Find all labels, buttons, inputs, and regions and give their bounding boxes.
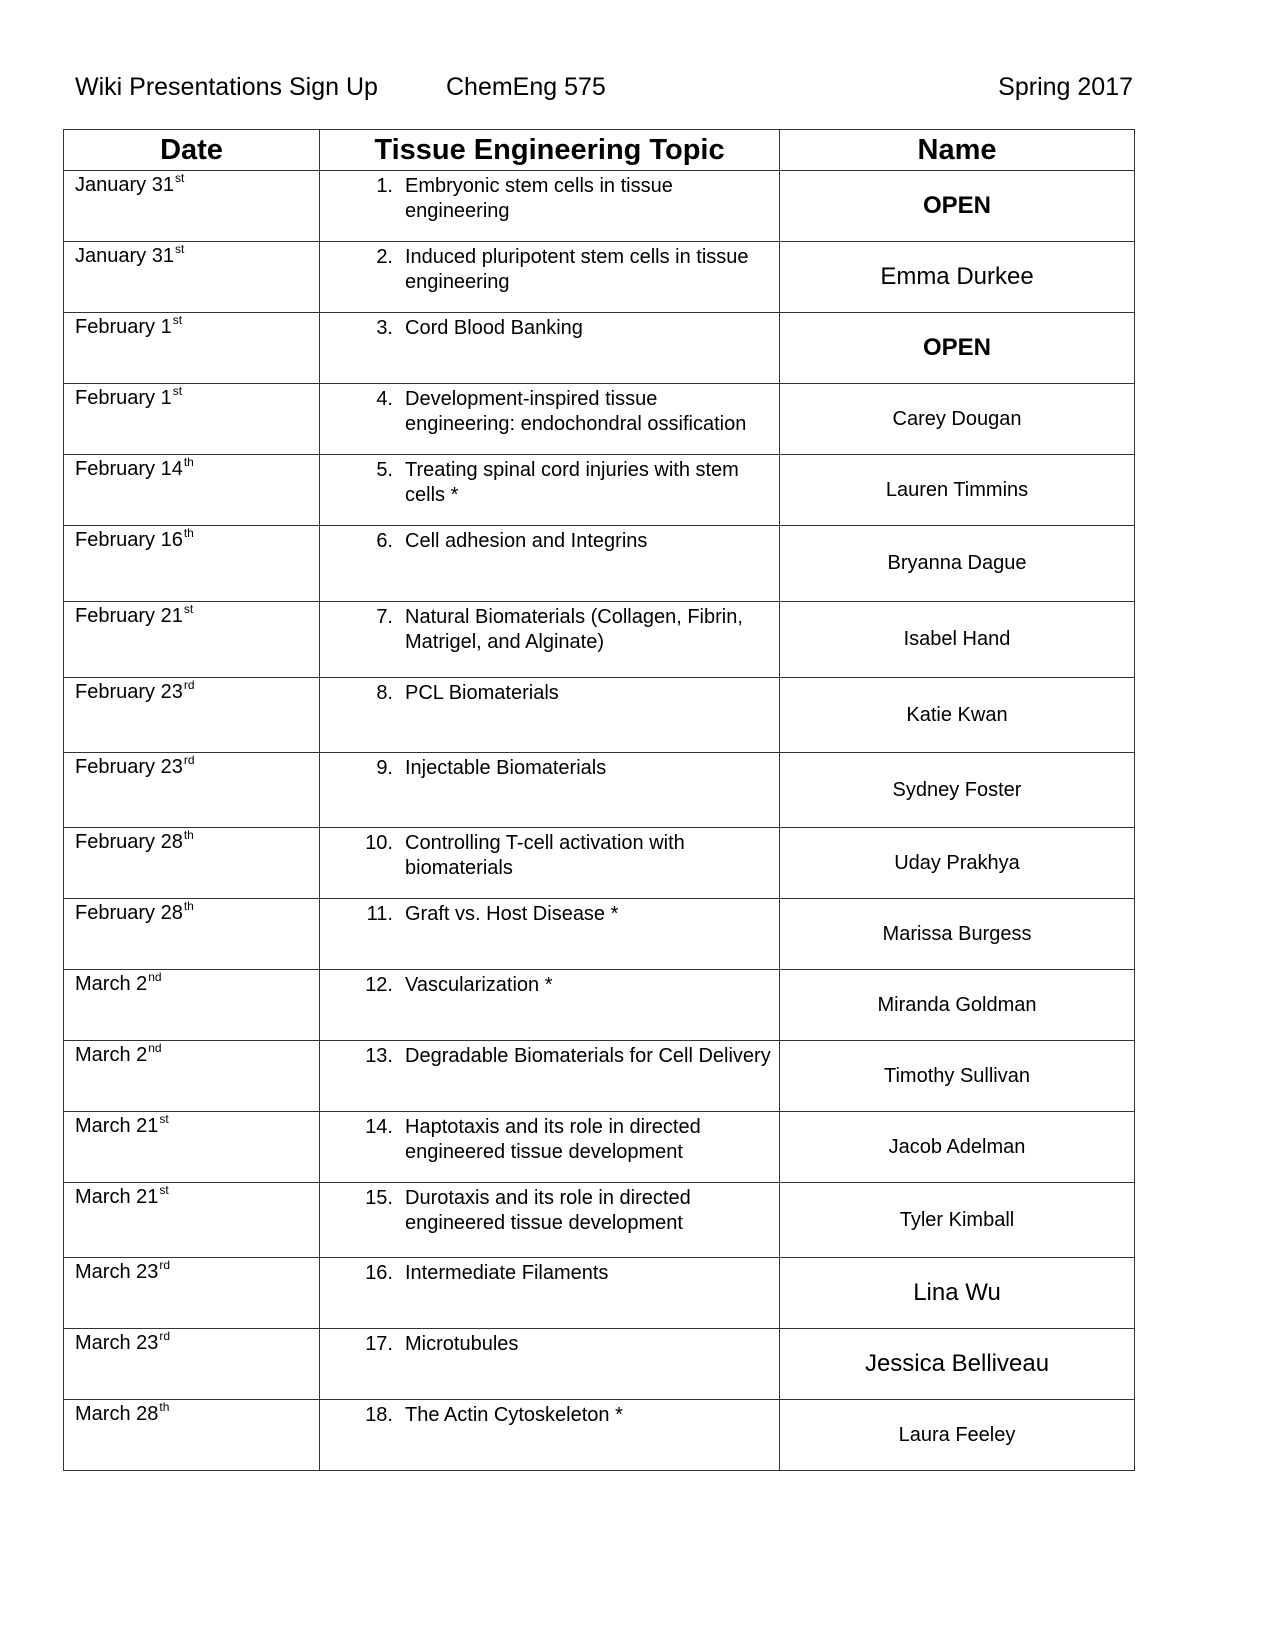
table-row xyxy=(64,384,1135,455)
presenter-name-cell: Marissa Burgess xyxy=(780,899,1135,970)
date-cell xyxy=(64,602,320,678)
topic-cell xyxy=(320,899,780,970)
date-text: March 23 xyxy=(75,1332,159,1354)
topic-text: Graft vs. Host Disease * xyxy=(405,903,619,925)
topic-text: Development-inspired tissue engineering: endochondral ossification xyxy=(405,388,747,435)
date-cell xyxy=(64,899,320,970)
topic-number: 5. xyxy=(376,459,393,481)
date-text: March 28 xyxy=(75,1403,159,1425)
topic-text: Degradable Biomaterials for Cell Delivery xyxy=(405,1045,771,1067)
date-ordinal-suffix: rd xyxy=(159,1258,171,1272)
topic-cell xyxy=(320,384,780,455)
date-text: February 23 xyxy=(75,756,183,778)
presenter-name-cell: Uday Prakhya xyxy=(780,828,1135,899)
topic-text: Microtubules xyxy=(405,1333,519,1355)
topic-number: 12. xyxy=(365,974,393,996)
date-ordinal-suffix: st xyxy=(159,1112,169,1126)
presenter-name-cell: Tyler Kimball xyxy=(780,1183,1135,1258)
date-cell xyxy=(64,1183,320,1258)
date-text: March 21 xyxy=(75,1115,159,1137)
date-ordinal-suffix: st xyxy=(174,242,185,256)
topic-text: Haptotaxis and its role in directed engineered tissue development xyxy=(405,1116,701,1163)
date-text: February 1 xyxy=(75,387,172,409)
date-text: February 21 xyxy=(75,605,183,627)
date-ordinal-suffix: st xyxy=(159,1183,169,1197)
topic-number: 2. xyxy=(376,246,393,268)
topic-number: 4. xyxy=(376,388,393,410)
presenter-name-cell: Sydney Foster xyxy=(780,753,1135,828)
date-cell xyxy=(64,1258,320,1329)
topic-text: Induced pluripotent stem cells in tissue engineering xyxy=(405,246,749,293)
date-text: February 14 xyxy=(75,458,183,480)
topic-text: Cell adhesion and Integrins xyxy=(405,530,648,552)
table-row xyxy=(64,970,1135,1041)
date-ordinal-suffix: st xyxy=(172,313,183,327)
topic-text: PCL Biomaterials xyxy=(405,682,559,704)
presenter-name-cell: Carey Dougan xyxy=(780,384,1135,455)
presenter-name-cell: Jessica Belliveau xyxy=(780,1329,1135,1400)
topic-number: 8. xyxy=(376,682,393,704)
date-text: February 28 xyxy=(75,831,183,853)
topic-text: Intermediate Filaments xyxy=(405,1262,609,1284)
topic-cell xyxy=(320,313,780,384)
topic-cell xyxy=(320,1041,780,1112)
date-ordinal-suffix: th xyxy=(183,455,194,469)
presenter-name-cell: Timothy Sullivan xyxy=(780,1041,1135,1112)
table-row xyxy=(64,171,1135,242)
presenter-name-cell: Katie Kwan xyxy=(780,678,1135,753)
date-cell xyxy=(64,970,320,1041)
date-ordinal-suffix: th xyxy=(183,526,194,540)
document-title: Wiki Presentations Sign Up xyxy=(75,73,378,101)
presenter-name-cell: Isabel Hand xyxy=(780,602,1135,678)
topic-number: 14. xyxy=(365,1116,393,1138)
date-text: February 28 xyxy=(75,902,183,924)
presenter-name-cell: Laura Feeley xyxy=(780,1400,1135,1471)
open-slot-cell: OPEN xyxy=(780,171,1135,242)
topic-cell xyxy=(320,1258,780,1329)
topic-text: Durotaxis and its role in directed engineered tissue development xyxy=(405,1187,691,1234)
topic-cell xyxy=(320,171,780,242)
topic-number: 10. xyxy=(365,832,393,854)
table-row xyxy=(64,1258,1135,1329)
topic-number: 15. xyxy=(365,1187,393,1209)
topic-number: 7. xyxy=(376,606,393,628)
topic-number: 18. xyxy=(365,1404,393,1426)
topic-cell xyxy=(320,1112,780,1183)
column-header-name: Name xyxy=(780,130,1135,171)
date-cell xyxy=(64,678,320,753)
topic-number: 13. xyxy=(365,1045,393,1067)
topic-cell xyxy=(320,1183,780,1258)
table-row xyxy=(64,242,1135,313)
topic-text: Vascularization * xyxy=(405,974,553,996)
date-text: February 23 xyxy=(75,681,183,703)
date-cell xyxy=(64,1112,320,1183)
topic-text: The Actin Cytoskeleton * xyxy=(405,1404,623,1426)
table-row xyxy=(64,313,1135,384)
presenter-name-cell: Lina Wu xyxy=(780,1258,1135,1329)
column-header-date: Date xyxy=(64,130,320,171)
topic-cell xyxy=(320,970,780,1041)
date-ordinal-suffix: st xyxy=(172,384,183,398)
date-ordinal-suffix: rd xyxy=(159,1329,171,1343)
table-row xyxy=(64,753,1135,828)
date-ordinal-suffix: st xyxy=(174,171,185,185)
presenter-name-cell: Miranda Goldman xyxy=(780,970,1135,1041)
date-cell xyxy=(64,753,320,828)
date-cell xyxy=(64,242,320,313)
topic-cell xyxy=(320,602,780,678)
topic-number: 17. xyxy=(365,1333,393,1355)
date-ordinal-suffix: nd xyxy=(148,1041,162,1055)
topic-cell xyxy=(320,678,780,753)
date-text: January 31 xyxy=(75,245,174,267)
date-ordinal-suffix: rd xyxy=(183,678,195,692)
table-row xyxy=(64,602,1135,678)
table-header-row xyxy=(64,130,1135,171)
table-row xyxy=(64,1400,1135,1471)
signup-table xyxy=(63,129,1135,1471)
presenter-name-cell: Lauren Timmins xyxy=(780,455,1135,526)
presenter-name-cell: Jacob Adelman xyxy=(780,1112,1135,1183)
topic-cell xyxy=(320,242,780,313)
topic-number: 1. xyxy=(376,175,393,197)
date-cell xyxy=(64,1041,320,1112)
topic-cell xyxy=(320,753,780,828)
date-cell xyxy=(64,526,320,602)
date-text: February 16 xyxy=(75,529,183,551)
topic-cell xyxy=(320,526,780,602)
topic-text: Injectable Biomaterials xyxy=(405,757,607,779)
date-cell xyxy=(64,384,320,455)
column-header-topic: Tissue Engineering Topic xyxy=(320,130,780,171)
topic-text: Treating spinal cord injuries with stem cells * xyxy=(405,459,739,506)
date-ordinal-suffix: th xyxy=(183,828,194,842)
topic-text: Controlling T-cell activation with biomaterials xyxy=(405,832,685,879)
table-row xyxy=(64,1041,1135,1112)
date-cell xyxy=(64,171,320,242)
topic-cell xyxy=(320,1329,780,1400)
table-row xyxy=(64,1329,1135,1400)
semester: Spring 2017 xyxy=(998,73,1133,101)
table-row xyxy=(64,899,1135,970)
open-slot-cell: OPEN xyxy=(780,313,1135,384)
date-cell xyxy=(64,1400,320,1471)
table-row xyxy=(64,678,1135,753)
topic-number: 16. xyxy=(365,1262,393,1284)
date-text: March 2 xyxy=(75,1044,148,1066)
topic-text: Natural Biomaterials (Collagen, Fibrin, Matrigel, and Alginate) xyxy=(405,606,743,653)
date-text: February 1 xyxy=(75,316,172,338)
date-text: March 2 xyxy=(75,973,148,995)
date-ordinal-suffix: th xyxy=(183,899,194,913)
date-cell xyxy=(64,313,320,384)
topic-number: 11. xyxy=(366,903,393,925)
topic-number: 3. xyxy=(376,317,393,339)
course-code: ChemEng 575 xyxy=(446,73,606,101)
topic-text: Cord Blood Banking xyxy=(405,317,583,339)
date-ordinal-suffix: th xyxy=(159,1400,170,1414)
table-row xyxy=(64,1183,1135,1258)
table-row xyxy=(64,526,1135,602)
date-ordinal-suffix: rd xyxy=(183,753,195,767)
topic-text: Embryonic stem cells in tissue engineering xyxy=(405,175,673,222)
presenter-name-cell: Emma Durkee xyxy=(780,242,1135,313)
date-text: March 21 xyxy=(75,1186,159,1208)
table-row xyxy=(64,828,1135,899)
presenter-name-cell: Bryanna Dague xyxy=(780,526,1135,602)
topic-cell xyxy=(320,1400,780,1471)
topic-number: 6. xyxy=(376,530,393,552)
topic-cell xyxy=(320,455,780,526)
table-row xyxy=(64,1112,1135,1183)
date-cell xyxy=(64,1329,320,1400)
date-text: January 31 xyxy=(75,174,174,196)
table-row xyxy=(64,455,1135,526)
date-ordinal-suffix: st xyxy=(183,602,194,616)
topic-number: 9. xyxy=(376,757,393,779)
topic-cell xyxy=(320,828,780,899)
date-cell xyxy=(64,455,320,526)
date-cell xyxy=(64,828,320,899)
date-text: March 23 xyxy=(75,1261,159,1283)
date-ordinal-suffix: nd xyxy=(148,970,162,984)
